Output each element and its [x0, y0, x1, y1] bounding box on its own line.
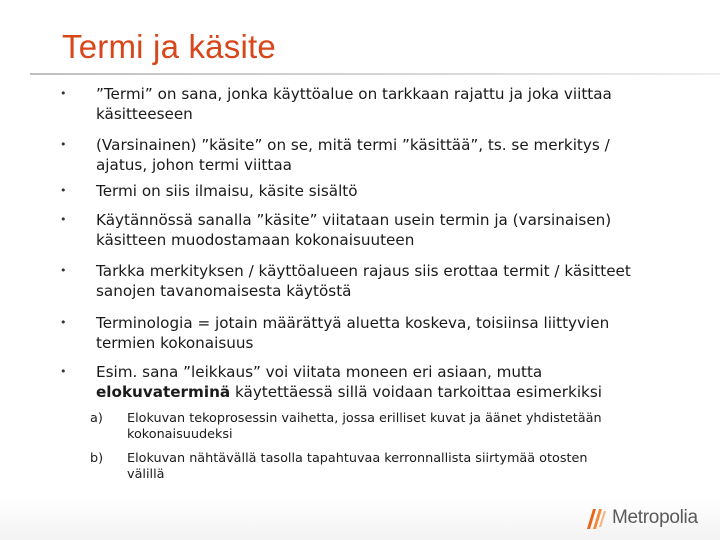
sub-item-text-line: Elokuvan tekoprosessin vaihetta, jossa erilliset kuvat ja äänet yhdistetään [127, 411, 602, 426]
sub-item-text-line: Elokuvan nähtävällä tasolla tapahtuvaa kerronnallista siirtymää otosten [127, 451, 588, 466]
bullet-text-fragment: käytettäessä sillä voidaan tarkoittaa esimerkiksi [230, 383, 602, 401]
bullet-marker: • [60, 316, 67, 329]
bullet-text-line [96, 382, 666, 402]
bullet-text-line: sanojen tavanomaisesta käytöstä [96, 282, 352, 300]
sub-item-text-line: kokonaisuudeksi [127, 427, 233, 442]
bullet-text-line: (Varsinainen) ”käsite” on se, mitä termi ”käsittää”, ts. se merkitys / [96, 136, 610, 154]
bullet-text-line: Käytännössä sanalla ”käsite” viitataan usein termin ja (varsinaisen) [96, 211, 612, 229]
bullet-text-line: käsitteeseen [96, 105, 193, 123]
bullet-text-line: ”Termi” on sana, jonka käyttöalue on tarkkaan rajattu ja joka viittaa [96, 85, 612, 103]
title-divider [30, 73, 720, 75]
emphasis-term: elokuvaterminä [96, 383, 231, 401]
bullet-marker: • [60, 213, 67, 226]
bullet-text-line: termien kokonaisuus [96, 334, 254, 352]
bullet-marker: • [60, 365, 67, 378]
bullet-text-line: Esim. sana ”leikkaus” voi viitata moneen eri asiaan, mutta [96, 363, 543, 381]
bullet-marker: • [60, 87, 67, 100]
bullet-text-line: ajatus, johon termi viittaa [96, 156, 292, 174]
logo-wordmark: Metropolia [612, 507, 698, 528]
sub-item-text-line: välillä [127, 467, 165, 482]
bullet-text-line: Termi on siis ilmaisu, käsite sisältö [96, 182, 358, 200]
metropolia-logo [584, 505, 698, 531]
bullet-marker: • [60, 184, 67, 197]
bullet-text-line: Terminologia = jotain määrättyä aluetta koskeva, toisiinsa liittyvien [96, 314, 610, 332]
sub-item-label: a) [90, 411, 103, 426]
bullet-marker: • [60, 264, 67, 277]
bullet-text-line: Tarkka merkityksen / käyttöalueen rajaus siis erottaa termit / käsitteet [96, 262, 631, 280]
bullet-marker: • [60, 138, 67, 151]
sub-item-label: b) [90, 451, 104, 466]
slide-title: Termi ja käsite [62, 28, 276, 65]
bullet-text-line: käsitteen muodostamaan kokonaisuuteen [96, 231, 415, 249]
metropolia-logo-icon [584, 505, 610, 531]
